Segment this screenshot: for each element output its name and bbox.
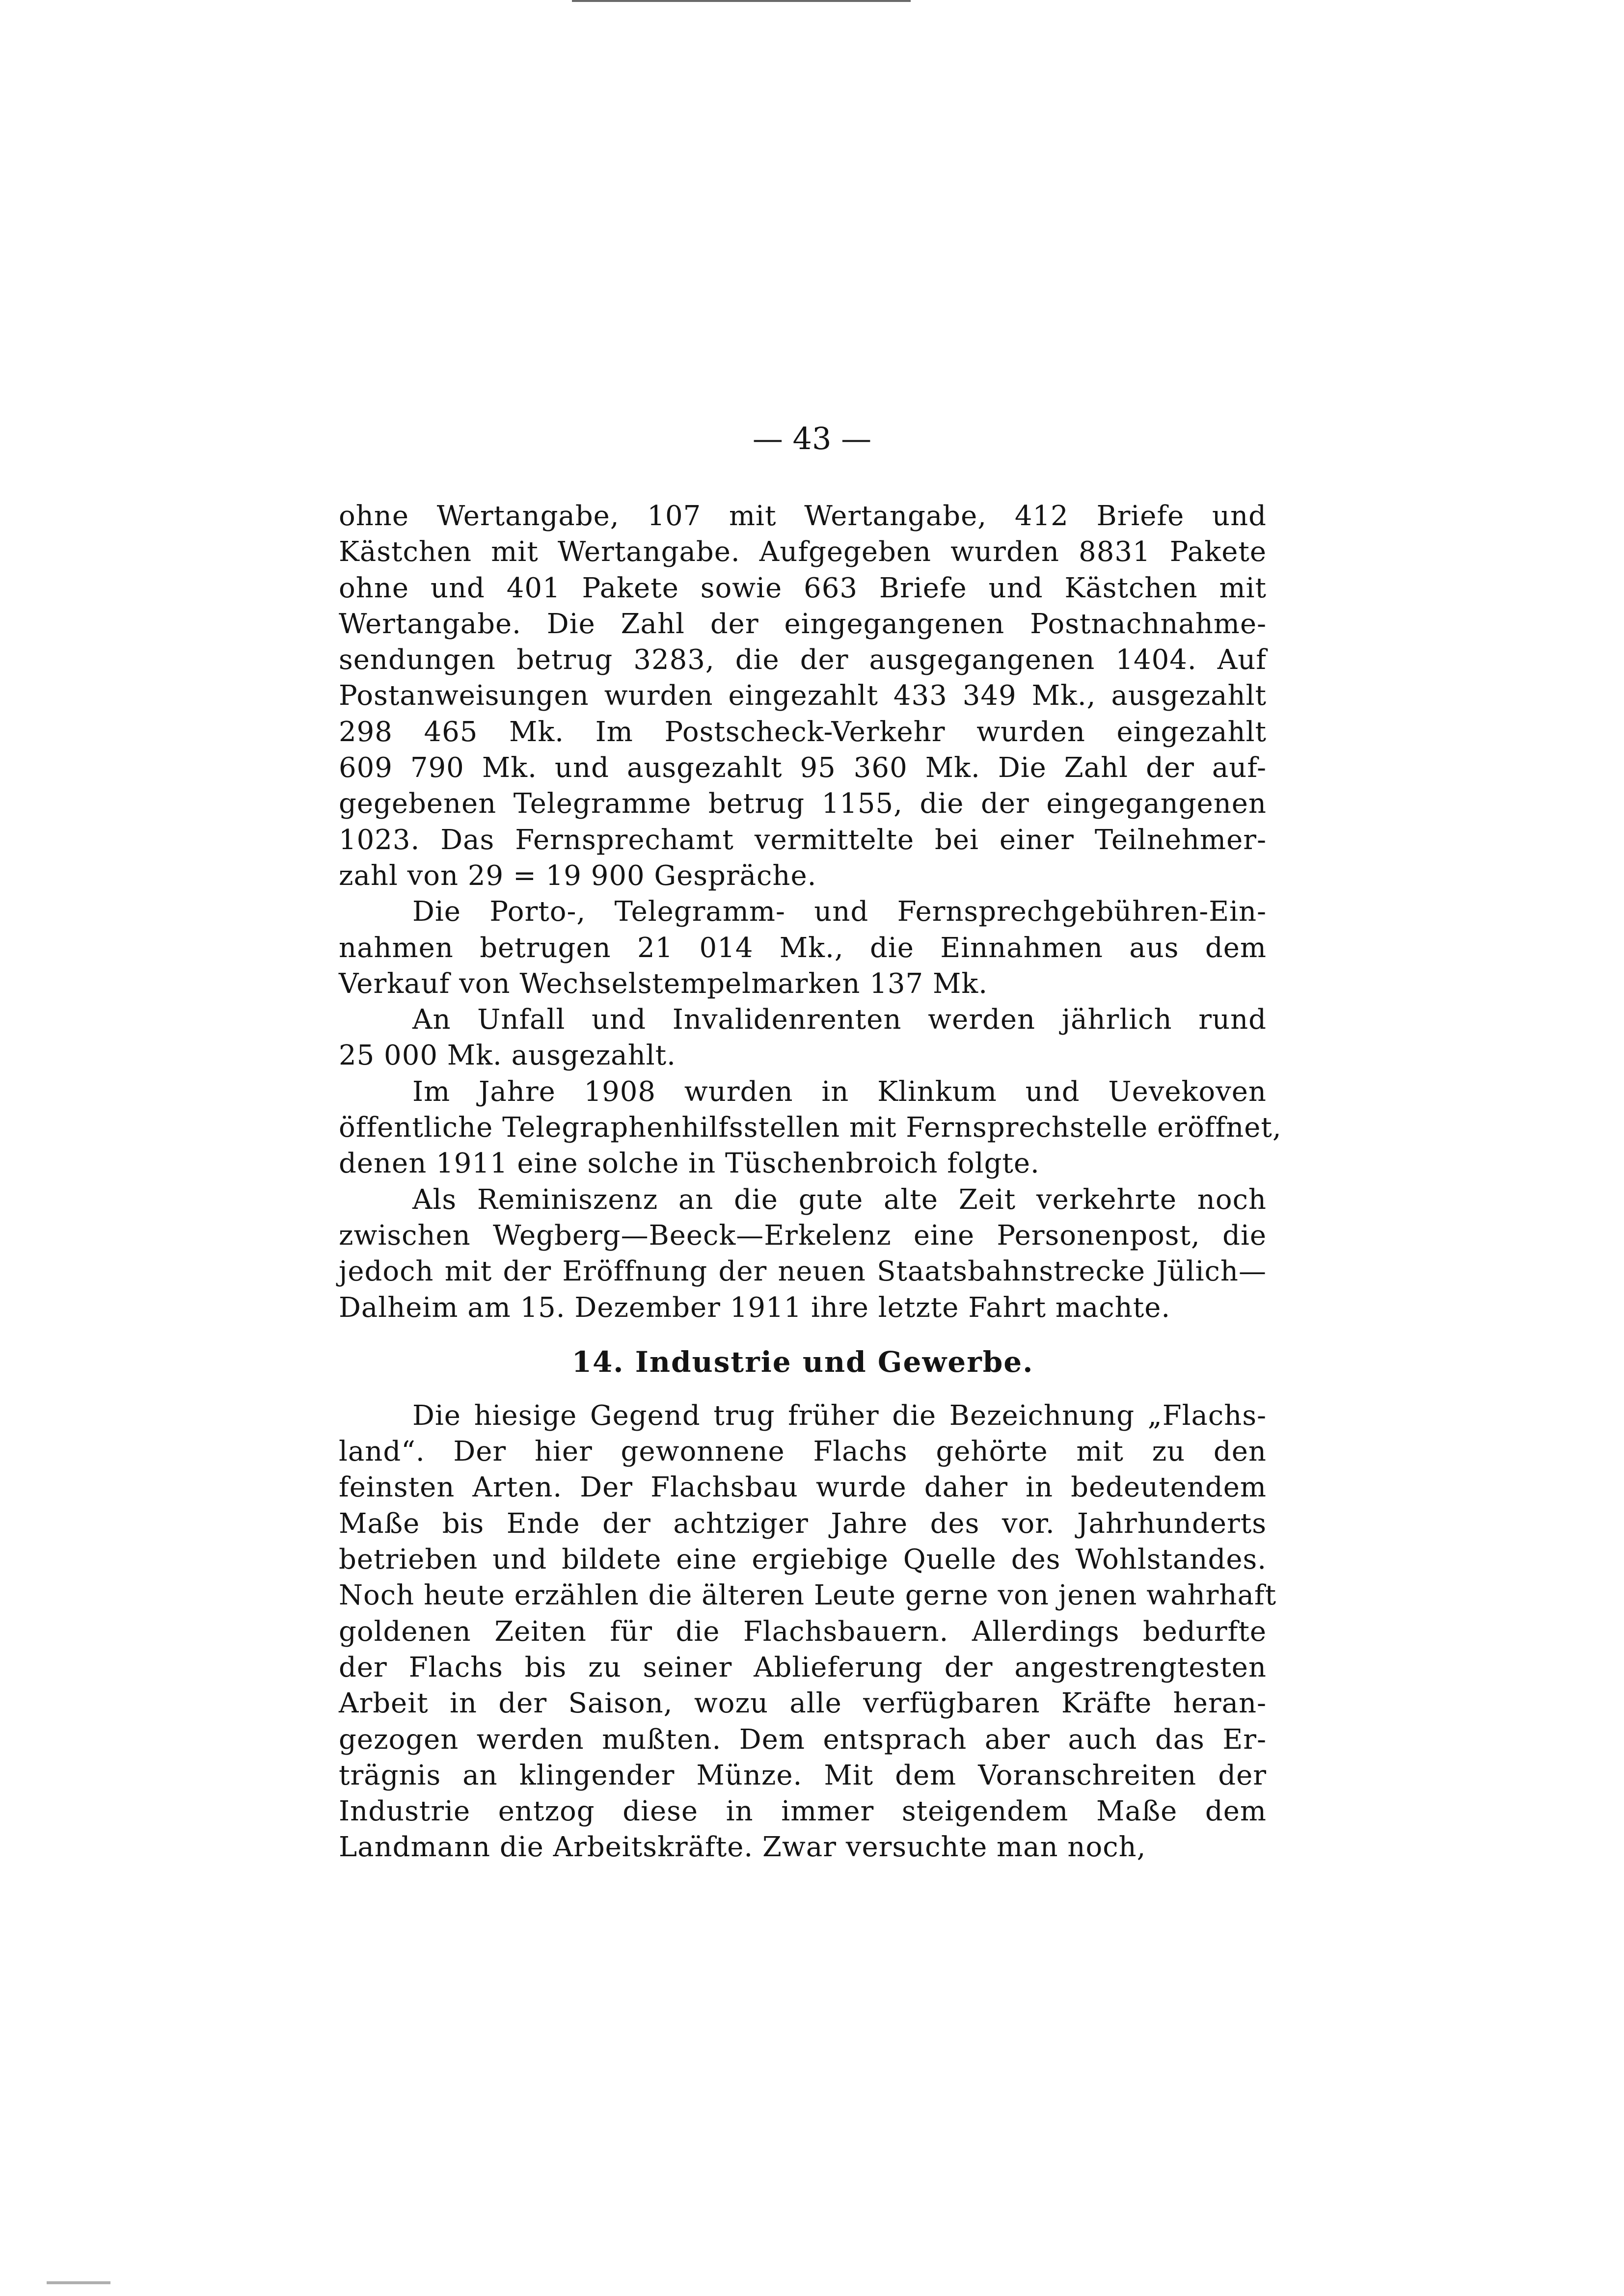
paragraph	[339, 498, 1267, 894]
text-line: An Unfall und Invalidenrenten werden jährlich rund	[412, 1004, 1267, 1036]
text-line: nahmen betrugen 21 014 Mk., die Einnahmen aus dem	[339, 932, 1267, 964]
scan-edge-mark	[47, 2281, 110, 2284]
text-line: Landmann die Arbeitskräfte. Zwar versuchte man noch,	[339, 1831, 1146, 1864]
text-line: feinsten Arten. Der Flachsbau wurde daher in bedeutendem	[339, 1471, 1267, 1504]
text-line: sendungen betrug 3283, die der ausgegangenen 1404. Auf	[339, 644, 1267, 676]
paragraph	[339, 1002, 1267, 1074]
text-line: 298 465 Mk. Im Postscheck-Verkehr wurden eingezahlt	[339, 716, 1267, 748]
text-line: Die Porto-, Telegramm- und Fernsprechgebühren-Ein-	[412, 896, 1267, 928]
text-line: trägnis an klingender Münze. Mit dem Voranschreiten der	[339, 1759, 1267, 1791]
text-line: Die hiesige Gegend trug früher die Bezeichnung „Flachs-	[412, 1399, 1267, 1432]
text-line: jedoch mit der Eröffnung der neuen Staatsbahnstrecke Jülich—	[339, 1255, 1267, 1288]
paragraphs-after	[339, 1398, 1277, 1866]
text-line: Wertangabe. Die Zahl der eingegangenen Postnachnahme-	[339, 608, 1267, 640]
text-line: Dalheim am 15. Dezember 1911 ihre letzte Fahrt machte.	[339, 1291, 1171, 1324]
text-line: Industrie entzog diese in immer steigendem Maße dem	[339, 1795, 1267, 1828]
text-line: 609 790 Mk. und ausgezahlt 95 360 Mk. Die Zahl der auf-	[339, 752, 1267, 784]
text-line: Postanweisungen wurden eingezahlt 433 349 Mk., ausgezahlt	[339, 680, 1267, 712]
paragraph	[339, 1182, 1267, 1326]
page-number: — 43 —	[752, 421, 872, 456]
text-line: Arbeit in der Saison, wozu alle verfügbaren Kräfte heran-	[339, 1687, 1267, 1720]
text-line: zwischen Wegberg—Beeck—Erkelenz eine Personenpost, die	[339, 1219, 1267, 1252]
text-line: denen 1911 eine solche in Tüschenbroich folgte.	[339, 1148, 1040, 1180]
page-body	[339, 498, 1282, 1866]
text-line: Als Reminiszenz an die gute alte Zeit verkehrte noch	[412, 1183, 1267, 1216]
top-edge-rule	[572, 0, 911, 2]
text-line: Maße bis Ende der achtziger Jahre des vor. Jahrhunderts	[339, 1507, 1267, 1540]
text-line: betrieben und bildete eine ergiebige Quelle des Wohlstandes.	[339, 1544, 1267, 1576]
paragraph	[339, 1398, 1277, 1866]
text-line: Im Jahre 1908 wurden in Klinkum und Uevekoven	[412, 1075, 1267, 1108]
text-line: gegebenen Telegramme betrug 1155, die der eingegangenen	[339, 788, 1267, 820]
text-line: zahl von 29 = 19 900 Gespräche.	[339, 859, 817, 892]
text-line: Kästchen mit Wertangabe. Aufgegeben wurden 8831 Pakete	[339, 536, 1267, 568]
text-line: 1023. Das Fernsprechamt vermittelte bei einer Teilnehmer-	[339, 824, 1267, 856]
text-line: goldenen Zeiten für die Flachsbauern. Allerdings bedurfte	[339, 1615, 1267, 1648]
text-line: Verkauf von Wechselstempelmarken 137 Mk.	[339, 967, 988, 1000]
paragraphs-before	[339, 498, 1282, 1326]
paragraph	[339, 1074, 1282, 1182]
text-line: land“. Der hier gewonnene Flachs gehörte mit zu den	[339, 1436, 1267, 1468]
text-line: öffentliche Telegraphenhilfsstellen mit Fernsprechstelle eröffnet,	[339, 1112, 1282, 1144]
section-heading: 14. Industrie und Gewerbe.	[571, 1345, 1034, 1379]
text-line: Noch heute erzählen die älteren Leute gerne von jenen wahrhaft	[339, 1579, 1277, 1612]
text-line: der Flachs bis zu seiner Ablieferung der angestrengtesten	[339, 1651, 1267, 1683]
text-line: ohne und 401 Pakete sowie 663 Briefe und Kästchen mit	[339, 572, 1267, 604]
text-line: ohne Wertangabe, 107 mit Wertangabe, 412 Briefe und	[339, 500, 1267, 532]
paragraph	[339, 894, 1267, 1002]
text-line: 25 000 Mk. ausgezahlt.	[339, 1040, 676, 1072]
text-line: gezogen werden mußten. Dem entsprach aber auch das Er-	[339, 1723, 1267, 1756]
